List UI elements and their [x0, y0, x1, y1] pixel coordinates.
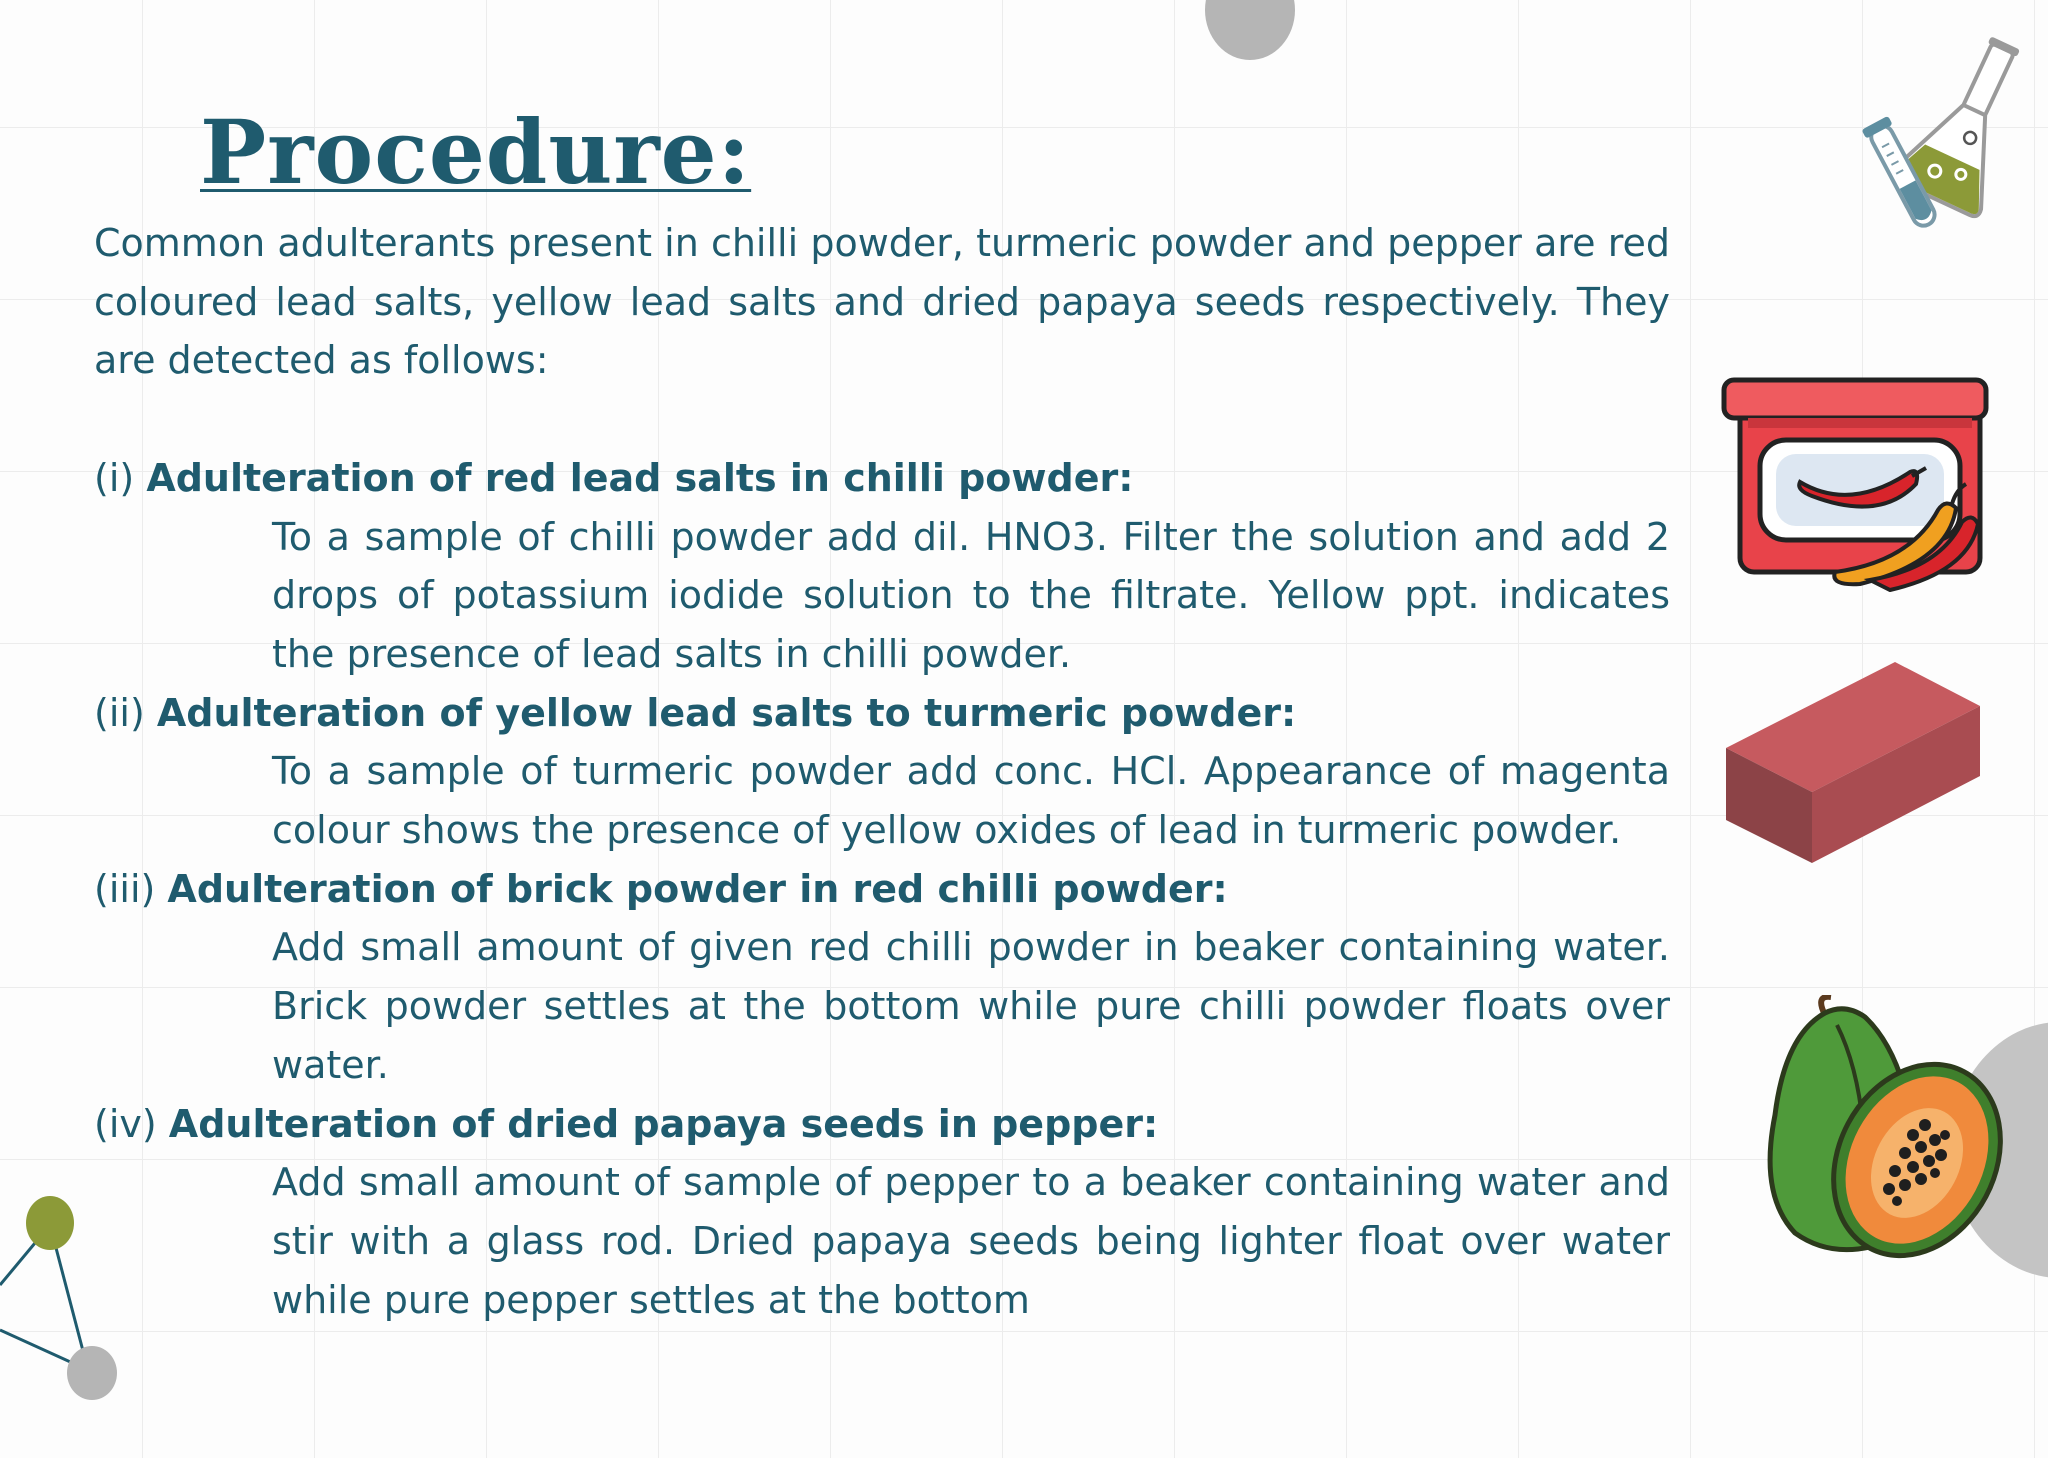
section-number: (i) [94, 455, 135, 500]
section-text: Add small amount of sample of pepper to a beaker containing water and stir with a glass rod. Dried papaya seeds being lighter float over water while pure pepper settles at the bottom [272, 1160, 1670, 1322]
section-title: Adulteration of yellow lead salts to turmeric powder: [156, 690, 1297, 735]
section-text: To a sample of turmeric powder add conc. HCl. Appearance of magenta colour shows the presence of yellow oxides of lead in turmeric powder. [272, 749, 1670, 853]
papaya-icon [1745, 995, 2005, 1270]
section-text: To a sample of chilli powder add dil. HNO3. Filter the solution and add 2 drops of potassium iodide solution to the filtrate. Yellow ppt. indicates the presence of lead salts in chilli powder. [272, 514, 1670, 676]
chilli-container-icon [1720, 372, 1990, 592]
page-title: Procedure: [200, 100, 752, 204]
section-heading [94, 684, 1670, 743]
gray-circle-decoration [1200, 0, 1300, 65]
section-number: (iv) [94, 1101, 157, 1146]
section-text: Add small amount of given red chilli powder in beaker containing water. Brick powder settles at the bottom while pure chilli powder floats over water. [272, 925, 1670, 1087]
section-heading [94, 449, 1670, 508]
section-title: Adulteration of red lead salts in chilli powder: [146, 455, 1134, 500]
lab-glassware-icon [1845, 20, 2035, 240]
spacer [94, 390, 1670, 449]
section-number: (iii) [94, 866, 156, 911]
section-title: Adulteration of brick powder in red chilli powder: [167, 866, 1228, 911]
section-title: Adulteration of dried papaya seeds in pepper: [168, 1101, 1159, 1146]
section-heading [94, 1095, 1670, 1154]
procedure-content [94, 214, 1670, 1329]
section-heading [94, 860, 1670, 919]
intro-paragraph: Common adulterants present in chilli powder, turmeric powder and pepper are red coloured lead salts, yellow lead salts and dried papaya seeds respectively. They are detected as follows: [94, 221, 1670, 383]
brick-icon [1720, 658, 1990, 868]
section-number: (ii) [94, 690, 145, 735]
